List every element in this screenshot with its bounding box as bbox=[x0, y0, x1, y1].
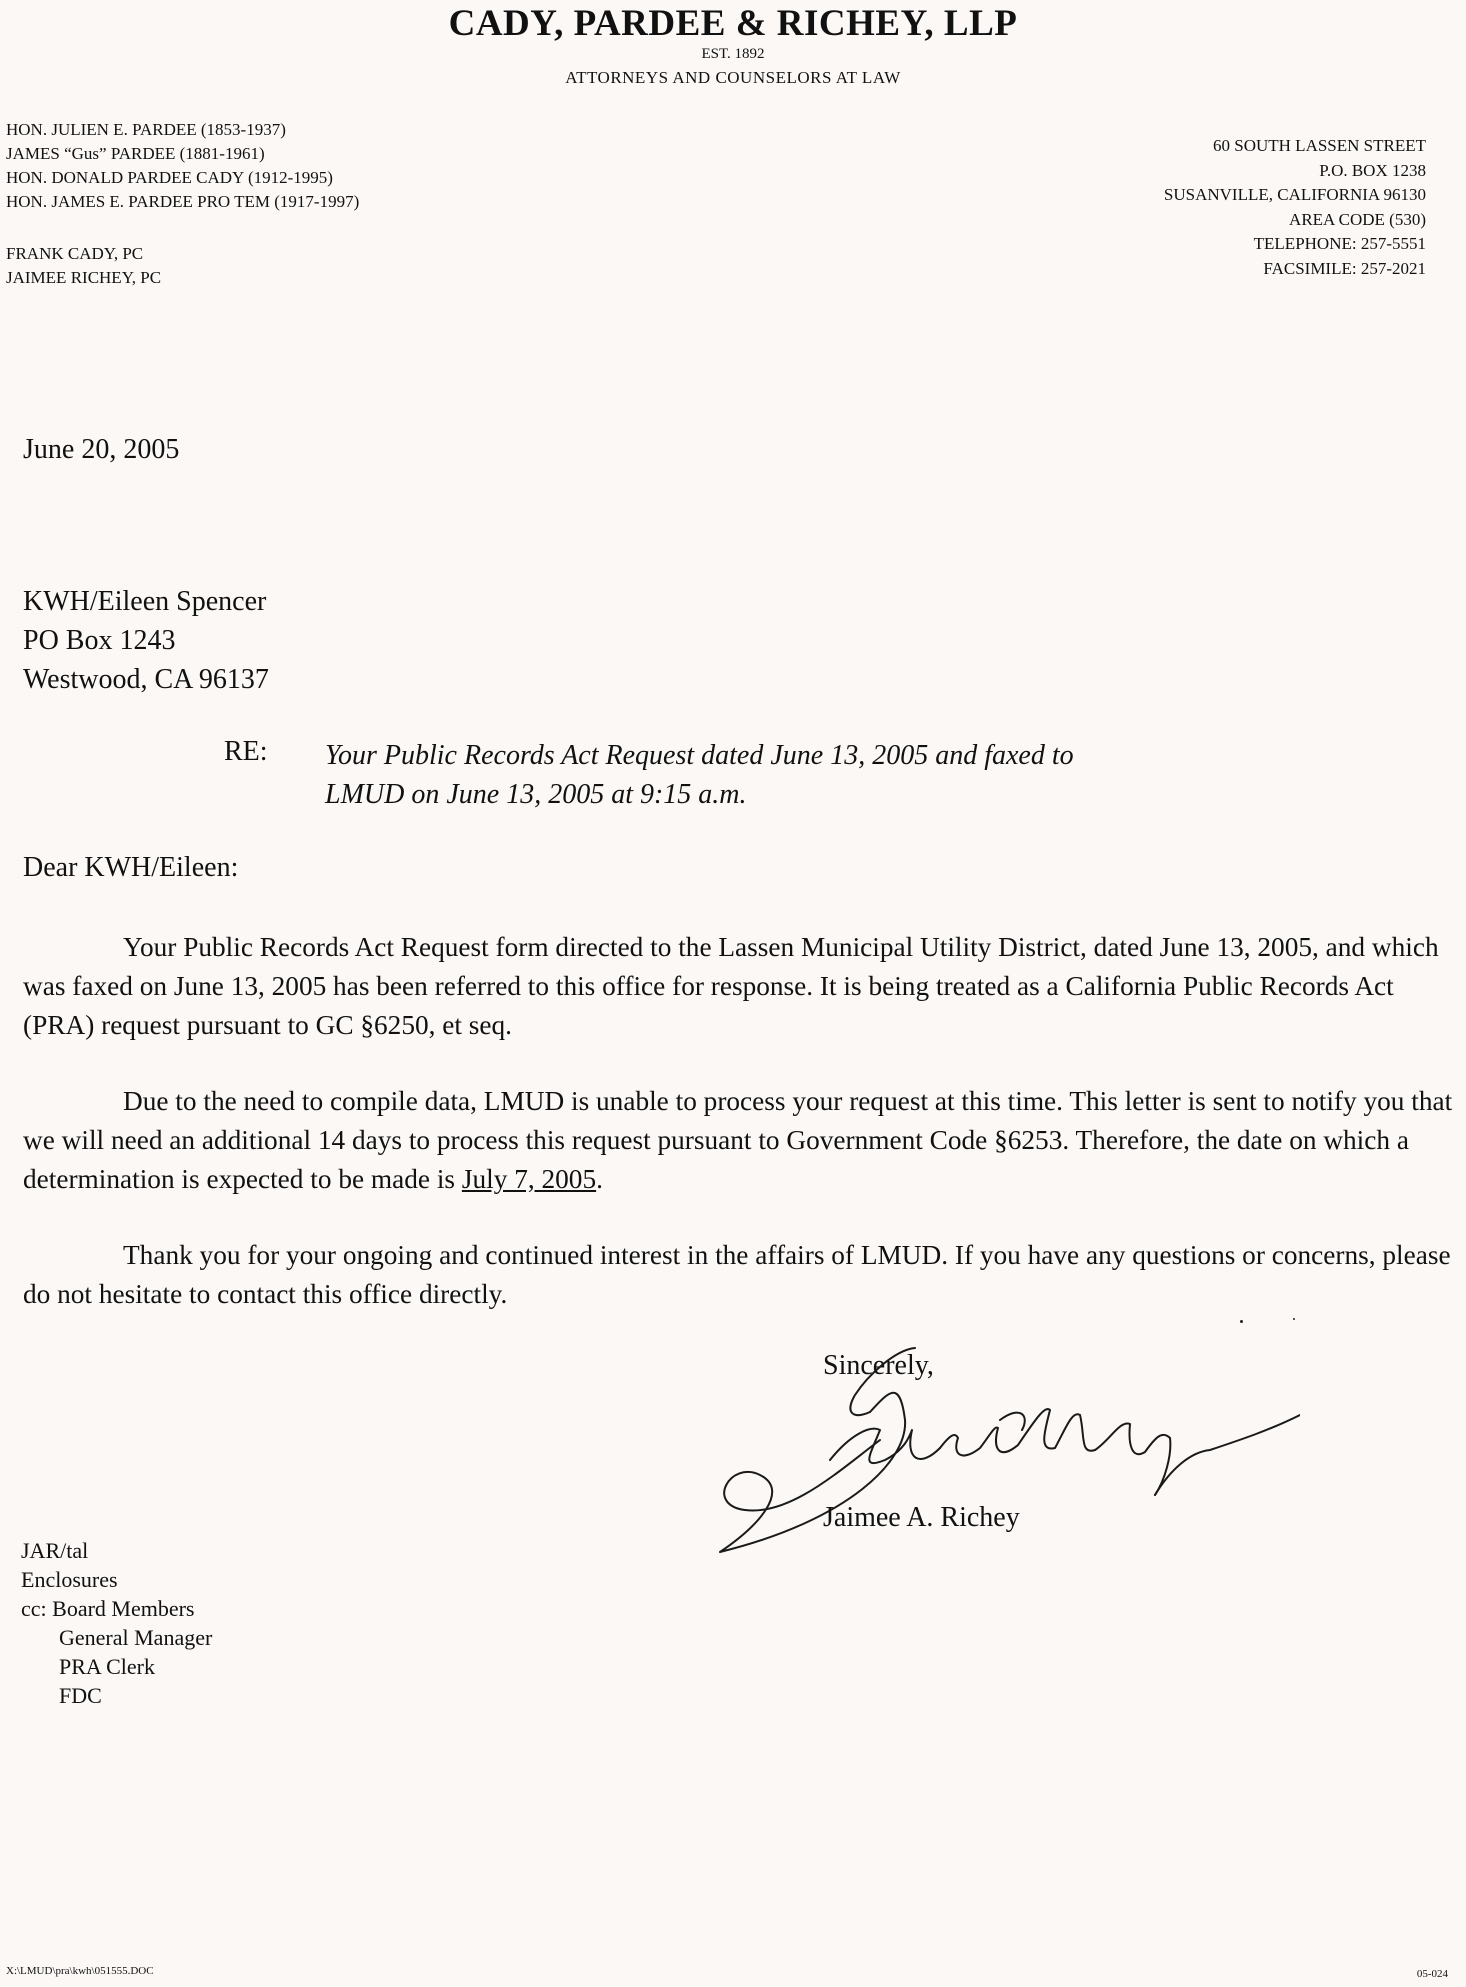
partner-line: FRANK CADY, PC bbox=[6, 244, 144, 263]
closing: Sincerely, bbox=[823, 1350, 934, 1381]
firm-tagline: ATTORNEYS AND COUNSELORS AT LAW bbox=[565, 68, 901, 87]
partner-line: JAIMEE RICHEY, PC bbox=[6, 268, 162, 287]
recipient-line: Westwood, CA 96137 bbox=[23, 664, 269, 695]
firm-name: CADY, PARDEE & RICHEY, LLP bbox=[448, 3, 1018, 44]
signature-stroke bbox=[1095, 1423, 1170, 1495]
re-label: RE: bbox=[224, 736, 268, 767]
partner-line: JAMES “Gus” PARDEE (1881-1961) bbox=[6, 144, 265, 163]
signature-stroke bbox=[1155, 1415, 1300, 1495]
address-line: TELEPHONE: 257-5551 bbox=[1253, 234, 1426, 253]
paragraph-text: Due to the need to compile data, LMUD is unable to process your request at this time. This letter is sent to notify you that we will need an additional 14 days to process this request pursuant to Government Code §6253. Therefore, the date on which a determination is expected to be made is bbox=[23, 1086, 1453, 1194]
cc-line: cc: Board Members bbox=[21, 1596, 195, 1621]
paragraph-text: Your Public Records Act Request form directed to the Lassen Municipal Utility District, dated June 13, 2005, and which was faxed on June 13, 2005 has been referred to this office for response. It is being treated as a California Public Records Act (PRA) request pursuant to GC §6250, et seq. bbox=[23, 932, 1439, 1040]
salutation: Dear KWH/Eileen: bbox=[23, 852, 239, 883]
recipient-line: KWH/Eileen Spencer bbox=[23, 586, 267, 617]
signature-stroke bbox=[1000, 1413, 1025, 1430]
signature-stroke bbox=[830, 1429, 940, 1463]
firm-established: EST. 1892 bbox=[701, 46, 765, 62]
signature-stroke bbox=[850, 1348, 915, 1415]
address-line: P.O. BOX 1238 bbox=[1319, 160, 1426, 180]
address-line: FACSIMILE: 257-2021 bbox=[1263, 258, 1426, 278]
signer-name: Jaimee A. Richey bbox=[823, 1502, 1020, 1533]
document-code: 05-024 bbox=[1416, 1968, 1448, 1980]
letter-date: June 20, 2005 bbox=[23, 434, 180, 465]
determination-date: July 7, 2005 bbox=[461, 1164, 597, 1194]
re-subject bbox=[325, 736, 1074, 814]
paragraph-end: . bbox=[596, 1164, 603, 1194]
document-file-path: X:\LMUD\pra\kwh\051555.DOC bbox=[6, 1965, 154, 1977]
address-line: 60 SOUTH LASSEN STREET bbox=[1213, 136, 1426, 155]
paragraph-text: Thank you for your ongoing and continued interest in the affairs of LMUD. If you have any questions or concerns, please do not hesitate to contact this office directly. bbox=[23, 1240, 1451, 1309]
signature-stroke bbox=[1018, 1409, 1095, 1451]
enclosures-note: Enclosures bbox=[21, 1567, 118, 1592]
cc-line: PRA Clerk bbox=[59, 1654, 155, 1679]
re-line: LMUD on June 13, 2005 at 9:15 a.m. bbox=[325, 779, 747, 810]
address-line: AREA CODE (530) bbox=[1289, 209, 1426, 229]
body-paragraph-3 bbox=[23, 1236, 1460, 1314]
partner-line: HON. DONALD PARDEE CADY (1912-1995) bbox=[6, 168, 333, 187]
historic-partners-list bbox=[6, 118, 359, 214]
signature-stroke bbox=[940, 1427, 1018, 1455]
handwritten-signature bbox=[700, 1320, 1300, 1580]
typist-initials: JAR/tal bbox=[21, 1538, 89, 1563]
body-paragraph-2 bbox=[23, 1082, 1460, 1199]
body-paragraph-1 bbox=[23, 928, 1460, 1045]
re-line: Your Public Records Act Request dated June 13, 2005 and faxed to bbox=[325, 740, 1074, 771]
current-partners-list bbox=[6, 242, 161, 290]
cc-line: General Manager bbox=[59, 1625, 213, 1650]
partner-line: HON. JULIEN E. PARDEE (1853-1937) bbox=[6, 120, 286, 139]
firm-address-block bbox=[1164, 134, 1426, 281]
cc-line: FDC bbox=[59, 1683, 102, 1708]
partner-line: HON. JAMES E. PARDEE PRO TEM (1917-1997) bbox=[6, 192, 360, 211]
recipient-line: PO Box 1243 bbox=[23, 625, 176, 656]
recipient-address bbox=[23, 582, 269, 699]
distribution-block bbox=[21, 1536, 212, 1710]
address-line: SUSANVILLE, CALIFORNIA 96130 bbox=[1163, 185, 1426, 204]
